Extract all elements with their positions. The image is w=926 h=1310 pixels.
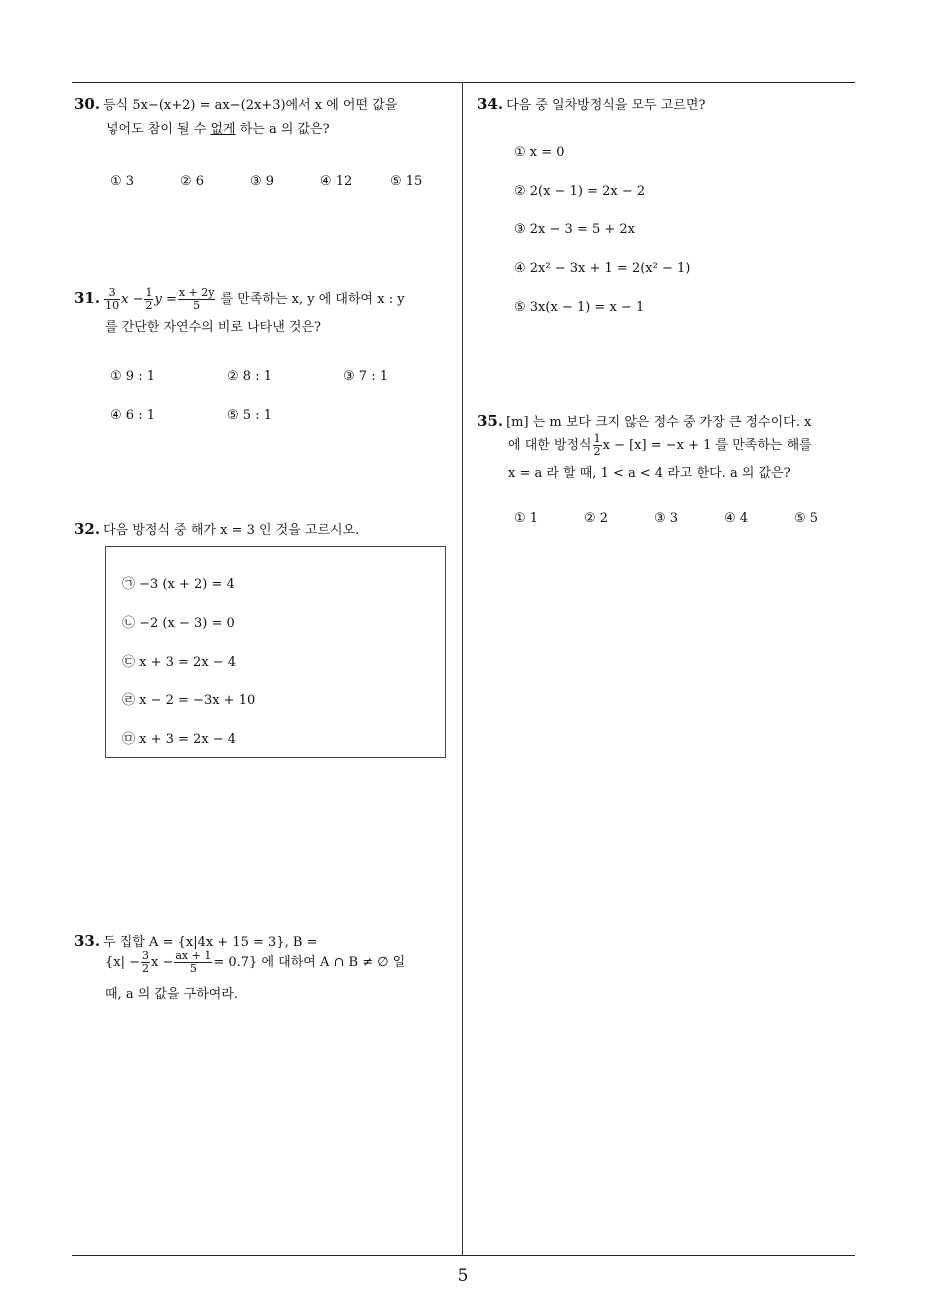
question-35-line2	[508, 433, 812, 458]
expr: y =	[154, 292, 177, 307]
box-item: ㉤ x + 3 = 2x − 4	[122, 732, 237, 747]
choice-2[interactable]: ② 2	[584, 511, 609, 526]
choice-1[interactable]: ① 3	[110, 174, 135, 189]
fraction: $\frac{1}{2}$	[593, 432, 601, 458]
choice-4[interactable]: ④ 4	[724, 511, 749, 526]
choice-1[interactable]: ① 1	[514, 511, 539, 526]
question-number: 30.	[74, 95, 101, 113]
equation-box	[105, 546, 446, 758]
expr: 에 대한 방정식	[508, 438, 592, 453]
question-35-line3: x = a 라 할 때, 1 < a < 4 라고 한다. a 의 값은?	[508, 466, 791, 481]
question-text-line1: 두 집합 A = {x|4x + 15 = 3}, B =	[103, 935, 318, 950]
choice-2[interactable]: ② 6	[180, 174, 205, 189]
question-35	[477, 409, 857, 435]
choice-5[interactable]: ⑤ 15	[390, 174, 423, 189]
question-number: 32.	[74, 520, 101, 538]
bottom-rule	[72, 1255, 855, 1256]
question-text-line2a: 넣어도 참이 될 수	[106, 122, 211, 137]
page-number: 5	[457, 1266, 469, 1286]
question-number: 31.	[74, 289, 101, 307]
choice-1[interactable]: ① x = 0	[514, 145, 565, 160]
choice-3[interactable]: ③ 9	[250, 174, 275, 189]
choice-5[interactable]: ⑤ 3x(x − 1) = x − 1	[514, 300, 645, 315]
choice-3[interactable]: ③ 2x − 3 = 5 + 2x	[514, 222, 636, 237]
top-rule	[72, 82, 855, 83]
choice-2[interactable]: ② 8 : 1	[227, 369, 272, 384]
question-text-line1: [m] 는 m 보다 크지 않은 정수 중 가장 큰 정수이다. x	[506, 415, 812, 430]
fraction: $\frac{ax + 1}{5}$	[175, 949, 212, 975]
question-text-line2b: 하는 a 의 값은?	[235, 122, 330, 137]
column-divider	[462, 83, 463, 1255]
choice-1[interactable]: ① 9 : 1	[110, 369, 155, 384]
fraction: $\frac{3}{10}$	[105, 286, 120, 312]
choice-3[interactable]: ③ 7 : 1	[343, 369, 388, 384]
fraction: $\frac{3}{2}$	[142, 949, 150, 975]
question-33-line2	[105, 950, 405, 975]
question-text: 다음 중 일차방정식을 모두 고르면?	[506, 98, 706, 113]
question-33-line3: 때, a 의 값을 구하여라.	[105, 987, 239, 1002]
box-item: ㉢ x + 3 = 2x − 4	[122, 655, 237, 670]
choice-4[interactable]: ④ 2x² − 3x + 1 = 2(x² − 1)	[514, 261, 691, 276]
expr: 를 만족하는 x, y 에 대하여 x : y	[216, 292, 405, 307]
choice-3[interactable]: ③ 3	[654, 511, 679, 526]
question-31	[74, 286, 459, 312]
choice-2[interactable]: ② 2(x − 1) = 2x − 2	[514, 184, 646, 199]
question-text-line1: 등식 5x−(x+2) = ax−(2x+3)에서 x 에 어떤 값을	[103, 98, 398, 113]
fraction: $\frac{x + 2y}{5}$	[178, 286, 215, 312]
expr: x −	[121, 292, 144, 307]
expr: = 0.7} 에 대하여 A ∩ B ≠ ∅ 일	[213, 955, 406, 970]
question-34	[477, 92, 705, 118]
box-item: ㉠ −3 (x + 2) = 4	[122, 577, 235, 592]
question-number: 34.	[477, 95, 504, 113]
underlined-word: 없게	[210, 122, 236, 137]
expr: x − [x] = −x + 1 를 만족하는 해를	[602, 438, 812, 453]
box-item: ㉡ −2 (x − 3) = 0	[122, 616, 235, 631]
choice-5[interactable]: ⑤ 5	[794, 511, 819, 526]
question-30	[74, 92, 459, 142]
choice-4[interactable]: ④ 6 : 1	[110, 408, 155, 423]
question-number: 33.	[74, 932, 101, 950]
choice-5[interactable]: ⑤ 5 : 1	[227, 408, 272, 423]
question-31-line2: 를 간단한 자연수의 비로 나타낸 것은?	[105, 320, 322, 335]
fraction: $\frac{1}{2}$	[145, 286, 153, 312]
choice-4[interactable]: ④ 12	[320, 174, 353, 189]
expr: {x| −	[105, 955, 141, 970]
question-32	[74, 517, 359, 543]
box-item: ㉣ x − 2 = −3x + 10	[122, 693, 256, 708]
expr: x −	[151, 955, 174, 970]
question-text: 다음 방정식 중 해가 x = 3 인 것을 고르시오.	[103, 523, 360, 538]
question-number: 35.	[477, 412, 504, 430]
